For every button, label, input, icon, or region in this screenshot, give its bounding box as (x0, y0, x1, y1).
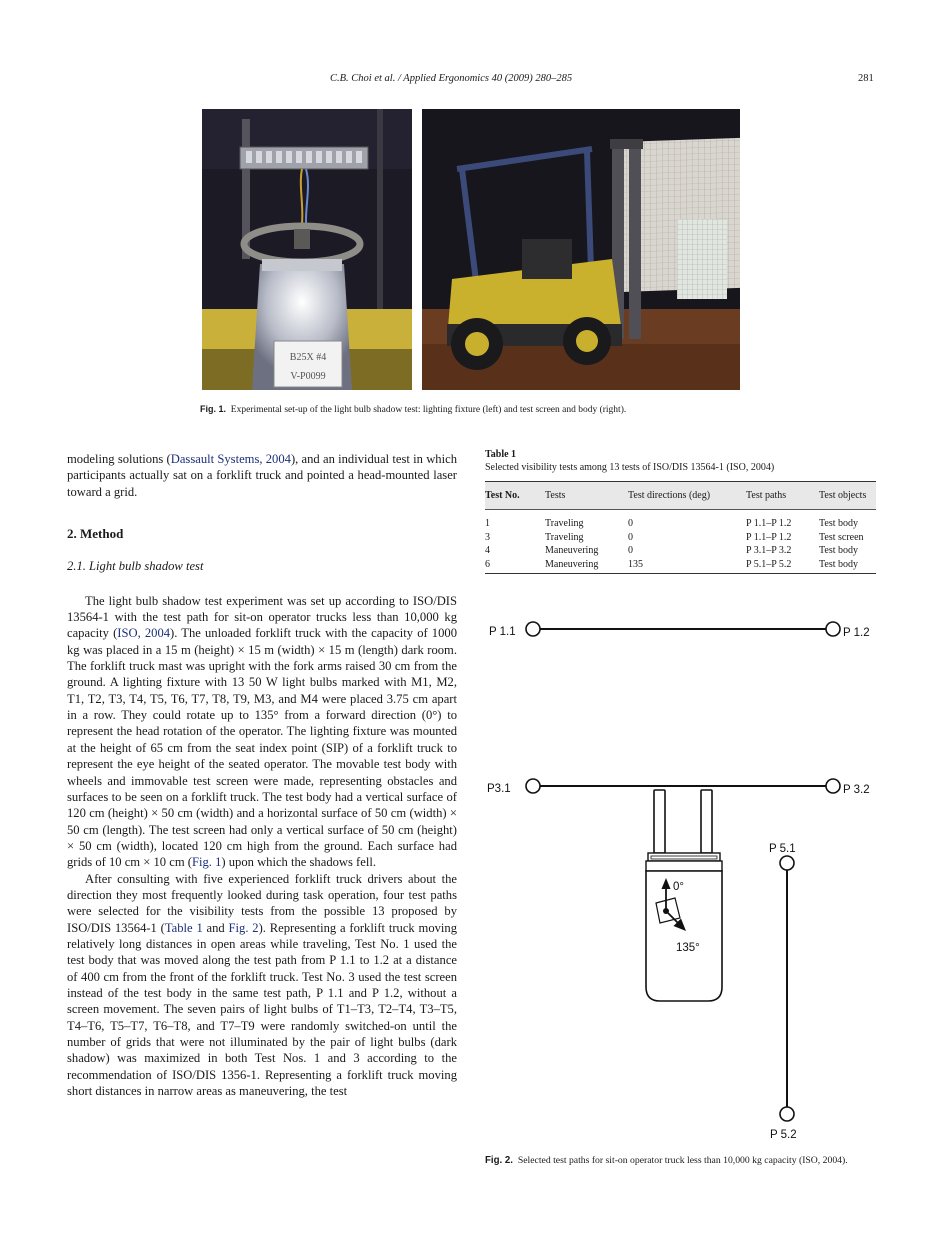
fig1-caption (200, 404, 760, 415)
point-p31-label: P3.1 (487, 783, 511, 795)
fig1-label: Fig. 1. (200, 404, 227, 414)
subsection-heading: 2.1. Light bulb shadow test (67, 559, 204, 574)
col-header-objects: Test objects (819, 482, 876, 510)
fork-left (654, 790, 665, 853)
fig2-test-paths-diagram (470, 605, 890, 1145)
fig1-photo-test-screen-and-body (422, 109, 740, 390)
table-row (485, 531, 876, 545)
intro-text-a: modeling solutions ( (67, 452, 171, 466)
paragraph-2 (67, 871, 457, 1100)
ref-link-table1[interactable]: Table 1 (164, 920, 203, 935)
fork-right (701, 790, 712, 853)
col-header-paths: Test paths (746, 482, 819, 510)
section-heading: 2. Method (67, 526, 124, 542)
point-p51-marker (780, 856, 794, 870)
table-cell: Maneuvering (545, 558, 628, 574)
paragraph-1 (67, 593, 457, 871)
lighting-fixture-illustration (202, 109, 412, 390)
table1-title: Selected visibility tests among 13 tests of ISO/DIS 13564-1 (ISO, 2004) (485, 462, 775, 473)
table-header-row (485, 482, 876, 510)
point-p11-label: P 1.1 (489, 626, 516, 638)
point-p32-marker (826, 779, 840, 793)
table-cell: P 1.1–P 1.2 (746, 518, 792, 529)
table-cell: P 1.1–P 1.2 (746, 531, 792, 543)
p2-text-a: After consulting with five experienced forklift truck drivers about the direction they most frequently looked during task operation, four test paths were selected for the visibility tests from the possible 13 proposed by ISO/DIS 13564-1 ( (67, 871, 457, 935)
forklift-illustration (422, 109, 740, 390)
fork-carriage (648, 853, 720, 861)
table-cell: Maneuvering (545, 545, 599, 556)
col-header-test-no: Test No. (485, 482, 545, 510)
fig2-label: Fig. 2. (485, 1155, 513, 1166)
table-row (485, 558, 876, 574)
table-cell: Traveling (545, 531, 584, 543)
table-cell: 135 (628, 558, 746, 574)
table-cell: 0 (628, 518, 633, 529)
mast-base (646, 861, 722, 871)
ref-link-iso-2004[interactable]: ISO, 2004 (117, 626, 171, 641)
p1-text-a: The light bulb shadow test experiment was set up according to ISO/DIS 13564-1 with the test path for sit-on operator trucks less than 10,000 kg capacity ( (67, 593, 457, 641)
table-cell: 0 (628, 531, 633, 543)
col-header-directions: Test directions (deg) (628, 482, 746, 510)
placard-line2: V-P0099 (290, 371, 326, 382)
table-cell: P 5.1–P 5.2 (746, 558, 819, 574)
point-p12-label: P 1.2 (843, 627, 870, 639)
point-p12-marker (826, 622, 840, 636)
fig1-photo-lighting-fixture (202, 109, 412, 390)
table-cell: Test screen (819, 531, 864, 543)
p1-text-c: ) upon which the shadows fell. (221, 855, 376, 870)
left-column (67, 451, 457, 1099)
table-cell: Test body (819, 558, 876, 574)
table1-label: Table 1 (485, 449, 517, 460)
point-p32-label: P 3.2 (843, 784, 870, 796)
table-cell: 0 (628, 545, 633, 556)
point-p31-marker (526, 779, 540, 793)
table-cell: Traveling (545, 518, 584, 529)
p2-text-and: and (202, 920, 229, 935)
placard-line1: B25X #4 (289, 352, 327, 363)
table1 (485, 481, 876, 574)
intro-paragraph (67, 451, 457, 500)
running-head: C.B. Choi et al. / Applied Ergonomics 40 (2009) 280–285 (330, 73, 573, 84)
truck-body (646, 871, 722, 1001)
table-cell: Test body (819, 518, 859, 529)
forklift-top-view (646, 790, 722, 1001)
intro-text-b: ), and an individual test in which participants actually sat on a forklift truck and pointed a head-mounted laser toward a grid. (67, 452, 457, 499)
table-cell: P 3.1–P 3.2 (746, 545, 792, 556)
ref-link-dassault[interactable]: Dassault Systems, 2004 (170, 452, 291, 466)
ref-link-fig1[interactable]: Fig. 1 (191, 855, 222, 870)
fig2-caption-text: Selected test paths for sit-on operator truck less than 10,000 kg capacity (ISO, 2004). (517, 1155, 848, 1166)
point-p51-label: P 5.1 (769, 843, 796, 855)
table-row (485, 544, 876, 558)
page-number: 281 (858, 73, 874, 84)
ref-link-fig2[interactable]: Fig. 2 (228, 920, 259, 935)
p1-text-b: ). The unloaded forklift truck with the capacity of 1000 kg was placed in a 15 m (height) × 15 m (width) × 15 m (length) dark room. The forklift truck mast was upright with the fork arms raised 30 cm from the ground. A lighting fixture with 13 50 W light bulbs marked with M1, M2, T1, T2, T3, T4, T5, T6, T7, T8, T9, M3, and M4 were placed 3.75 cm apart in a row. They could rotate up to 135° from a forward direction (0°) to represent the head rotation of the operator. The lighting fixture was mounted at the height of 65 cm from the seat index point (SIP) of a forklift truck to represent the eye height of the seated operator. The movable test body with wheels and immovable test screen were made, representing obstacles and surfaces to be seen on a forklift truck. The test body had a vertical surface of 120 cm (height) × 50 cm (width) and a horizontal surface of 50 cm (width) × 50 cm (length). The test screen had only a vertical surface of 50 cm (height) × 50 cm (width), located 120 cm high from the ground. Each surface had grids of 10 cm × 10 cm ( (67, 626, 457, 870)
point-p52-marker (780, 1107, 794, 1121)
point-p52-label: P 5.2 (770, 1129, 797, 1141)
table-cell: 4 (485, 545, 490, 556)
table-row (485, 510, 876, 531)
table-cell: 6 (485, 558, 545, 574)
fig1-caption-text: Experimental set-up of the light bulb shadow test: lighting fixture (left) and test screen and body (right). (230, 405, 627, 415)
table-cell: Test body (819, 545, 859, 556)
point-p11-marker (526, 622, 540, 636)
table-cell: 3 (485, 531, 490, 543)
fig2-caption (485, 1154, 877, 1167)
angle-135-label: 135° (676, 942, 700, 954)
table-cell: 1 (485, 518, 490, 529)
p2-text-b: ). Representing a forklift truck moving relatively long distances in open areas while traveling, Test No. 1 used the test body that was moved along the test path from P 1.1 to 1.2 at a distance of 400 cm from the front of the forklift truck. Test No. 3 used the test screen instead of the test body in the same test path, P 1.1 and P 1.2, without a screen movement. The seven pairs of light bulbs of T1–T3, T2–T4, T3–T5, T4–T6, T5–T7, T6–T8, and T7–T9 were randomly switched-on until the number of grids that were not illuminated by the pair of light bulbs (dark shadow) was maximized in both Test Nos. 1 and 3 according to the recommendation of ISO/DIS 1356-1. Representing a forklift truck moving short distances in narrow areas as maneuvering, the test (67, 920, 458, 1099)
col-header-tests: Tests (545, 482, 628, 510)
angle-0-label: 0° (673, 881, 684, 893)
